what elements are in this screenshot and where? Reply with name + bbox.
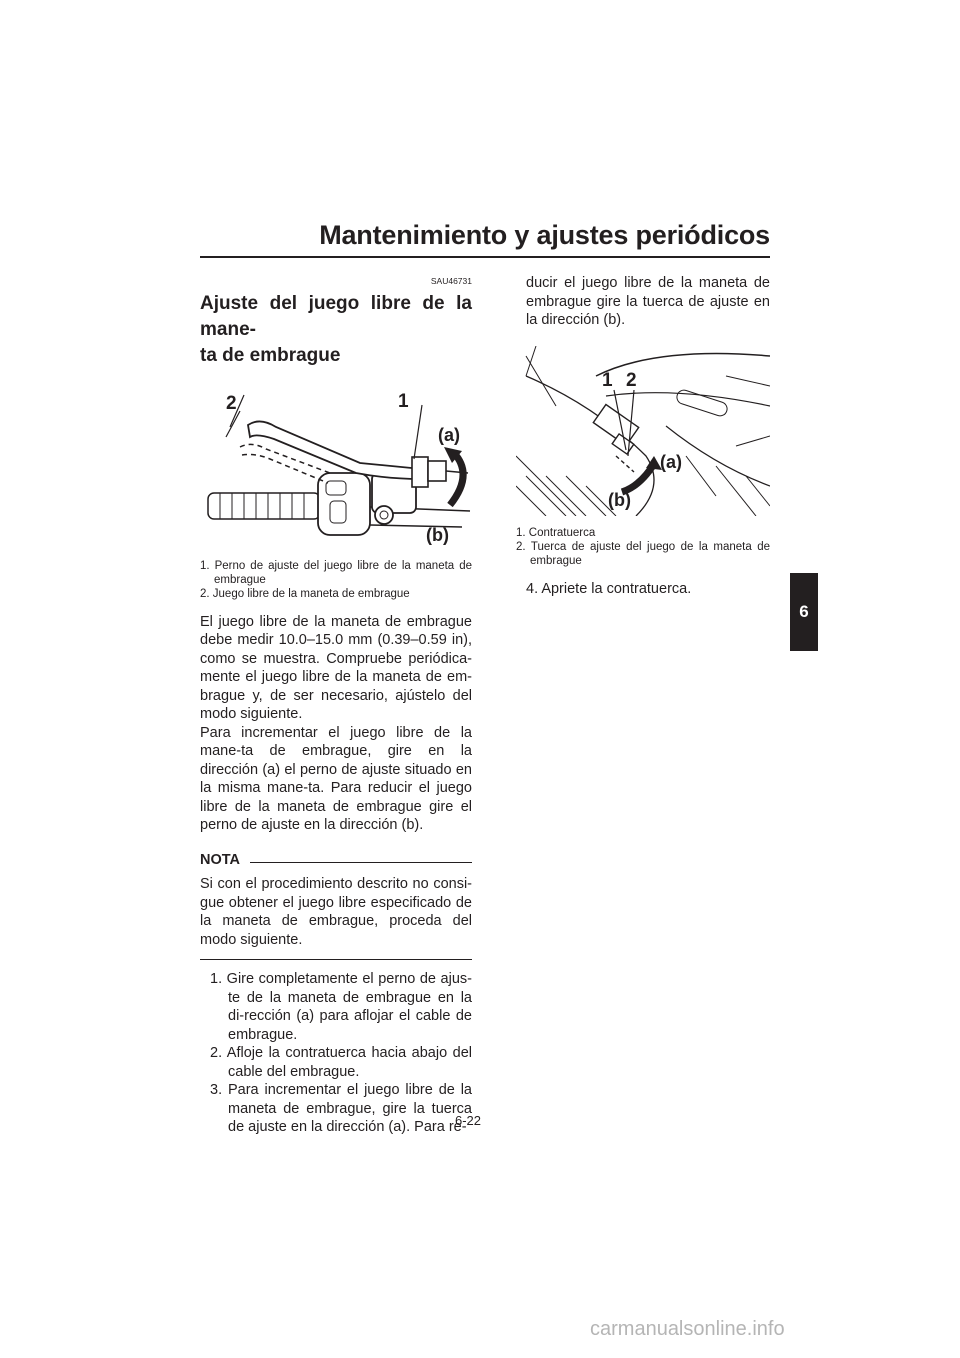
figure2-caption: 2. Tuerca de ajuste del juego de la maneta de embrague: [516, 540, 770, 567]
figure1-label-a: (a): [438, 424, 460, 445]
clutch-lever-figure: [200, 375, 472, 545]
section-title: [200, 291, 472, 369]
step-item: 2. Afloje la contratuerca hacia abajo del cable del embrague.: [210, 1045, 472, 1080]
section-code: SAU46731: [430, 276, 472, 286]
left-column: [200, 272, 472, 1137]
step-4: 4. Apriete la contratuerca.: [526, 580, 692, 597]
figure2-label-a: (a): [660, 451, 682, 472]
adjusting-nut-figure: [516, 346, 770, 516]
step-item: 1. Gire completamente el perno de ajus-te de la maneta de embrague en la di-rección (a) para aflojar el cable de embrague.: [210, 971, 472, 1043]
figure1-label-1: 1: [398, 390, 409, 412]
page-number: 6-22: [455, 1113, 482, 1128]
figure1-caption: 2. Juego libre de la maneta de embrague: [200, 587, 410, 600]
body-paragraph-2: Para incrementar el juego libre de la mane-ta de embrague, gire en la dirección (a) el perno de ajuste situado en la misma mane-ta. Para reducir el juego libre de la maneta de embrague gire el perno de ajuste en la dirección (b).: [200, 724, 472, 833]
chapter-tab[interactable]: 6: [790, 573, 818, 651]
note-end-rule: [200, 959, 472, 960]
steps-list: [200, 970, 472, 1137]
figure1-captions: [200, 559, 472, 601]
figure2-caption: 1. Contratuerca: [516, 526, 596, 539]
figure1-label-b: (b): [426, 524, 449, 545]
note-heading-text: NOTA: [200, 851, 241, 868]
note-box: [200, 851, 472, 961]
step-item: 3. Para incrementar el juego libre de la maneta de embrague, gire la tuerca de ajuste en la dirección (a). Para re-: [210, 1082, 472, 1135]
header-rule: [200, 256, 770, 258]
note-heading-rule: [250, 862, 472, 863]
figure2-label-1: 1: [602, 369, 613, 391]
note-heading: [200, 851, 472, 870]
figure1-caption: 1. Perno de ajuste del juego libre de la maneta de embrague: [200, 559, 472, 586]
figure2-label-b: (b): [608, 489, 631, 510]
page-header-title: Mantenimiento y ajustes periódicos: [319, 220, 770, 250]
figure1-label-2: 2: [226, 392, 237, 414]
section-title-line1: Ajuste del juego libre de la mane-: [200, 292, 472, 340]
right-column: [516, 274, 770, 598]
watermark-link[interactable]: carmanualsonline.info: [590, 1318, 785, 1340]
figure2-label-2: 2: [626, 369, 637, 391]
section-title-line2: ta de embrague: [200, 344, 341, 366]
step3-continuation: ducir el juego libre de la maneta de embrague gire la tuerca de ajuste en la dirección (b).: [526, 275, 770, 328]
body-paragraph-1: El juego libre de la maneta de embrague debe medir 10.0–15.0 mm (0.39–0.59 in), como se muestra. Compruebe periódica-mente el juego libre de la maneta de em-brague y, de ser necesario, ajústelo del modo siguiente.: [200, 613, 472, 722]
note-text: Si con el procedimiento descrito no consi-gue obtener el juego libre especificado de la maneta de embrague, proceda del modo siguiente.: [200, 876, 472, 948]
figure2-captions: [516, 526, 770, 568]
